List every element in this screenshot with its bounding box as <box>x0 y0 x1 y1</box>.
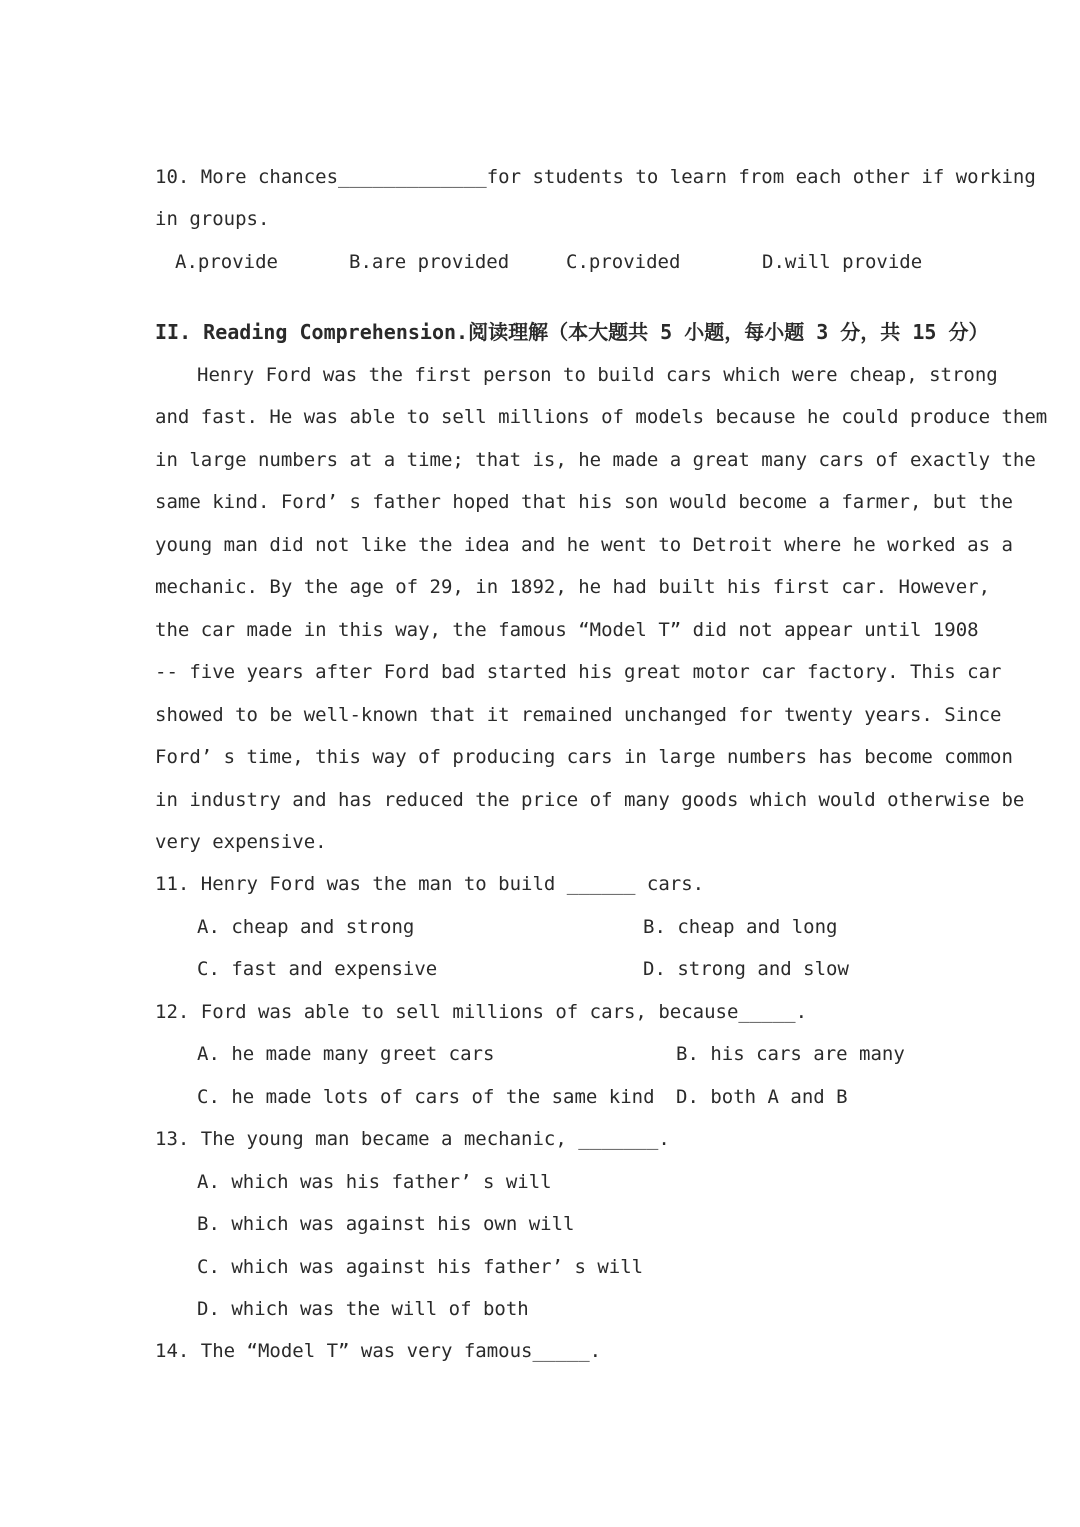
q12-option-c: C. he made lots of cars of the same kind <box>197 1086 655 1108</box>
section-heading: II. Reading Comprehension.阅读理解（本大题共 5 小题，每小题 3 分，共 15 分） <box>155 320 989 344</box>
q14-stem: 14. The “Model T” was very famous_____. <box>155 1340 602 1362</box>
q13-option-a: A. which was his father’ s will <box>197 1171 552 1193</box>
q12-option-d: D. both A and B <box>676 1086 848 1108</box>
q11-option-a: A. cheap and strong <box>197 916 415 938</box>
q10-stem-line1: 10. More chances_____________for students to learn from each other if working <box>155 166 1036 188</box>
q12-option-a: A. he made many greet cars <box>197 1043 495 1065</box>
q13-option-d: D. which was the will of both <box>197 1298 529 1320</box>
q11-option-c: C. fast and expensive <box>197 958 438 980</box>
q10-stem-line2: in groups. <box>155 208 270 230</box>
passage-line: mechanic. By the age of 29, in 1892, he had built his first car. However, <box>155 576 991 598</box>
q10-option-d: D.will provide <box>762 251 923 273</box>
passage-line: Henry Ford was the first person to build cars which were cheap, strong <box>197 364 998 386</box>
q13-stem: 13. The young man became a mechanic, _______. <box>155 1128 670 1150</box>
passage-line: -- five years after Ford bad started his great motor car factory. This car <box>155 661 1002 683</box>
q12-stem: 12. Ford was able to sell millions of cars, because_____. <box>155 1001 808 1023</box>
q10-option-a: A.provide <box>175 251 278 273</box>
passage-line: young man did not like the idea and he went to Detroit where he worked as a <box>155 534 1013 556</box>
passage-line: very expensive. <box>155 831 327 853</box>
q13-option-b: B. which was against his own will <box>197 1213 575 1235</box>
passage-line: in large numbers at a time; that is, he made a great many cars of exactly the <box>155 449 1036 471</box>
passage-line: the car made in this way, the famous “Model T” did not appear until 1908 <box>155 619 979 641</box>
passage-line: showed to be well-known that it remained unchanged for twenty years. Since <box>155 704 1002 726</box>
q11-option-b: B. cheap and long <box>643 916 838 938</box>
q10-option-c: C.provided <box>566 251 681 273</box>
q11-stem: 11. Henry Ford was the man to build ______ cars. <box>155 873 705 895</box>
q13-option-c: C. which was against his father’ s will <box>197 1256 644 1278</box>
passage-line: same kind. Ford’ s father hoped that his son would become a farmer, but the <box>155 491 1013 513</box>
passage-line: and fast. He was able to sell millions of models because he could produce them <box>155 406 1048 428</box>
passage-line: in industry and has reduced the price of many goods which would otherwise be <box>155 789 1025 811</box>
passage-line: Ford’ s time, this way of producing cars in large numbers has become common <box>155 746 1013 768</box>
q11-option-d: D. strong and slow <box>643 958 849 980</box>
q12-option-b: B. his cars are many <box>676 1043 905 1065</box>
q10-option-b: B.are provided <box>349 251 510 273</box>
